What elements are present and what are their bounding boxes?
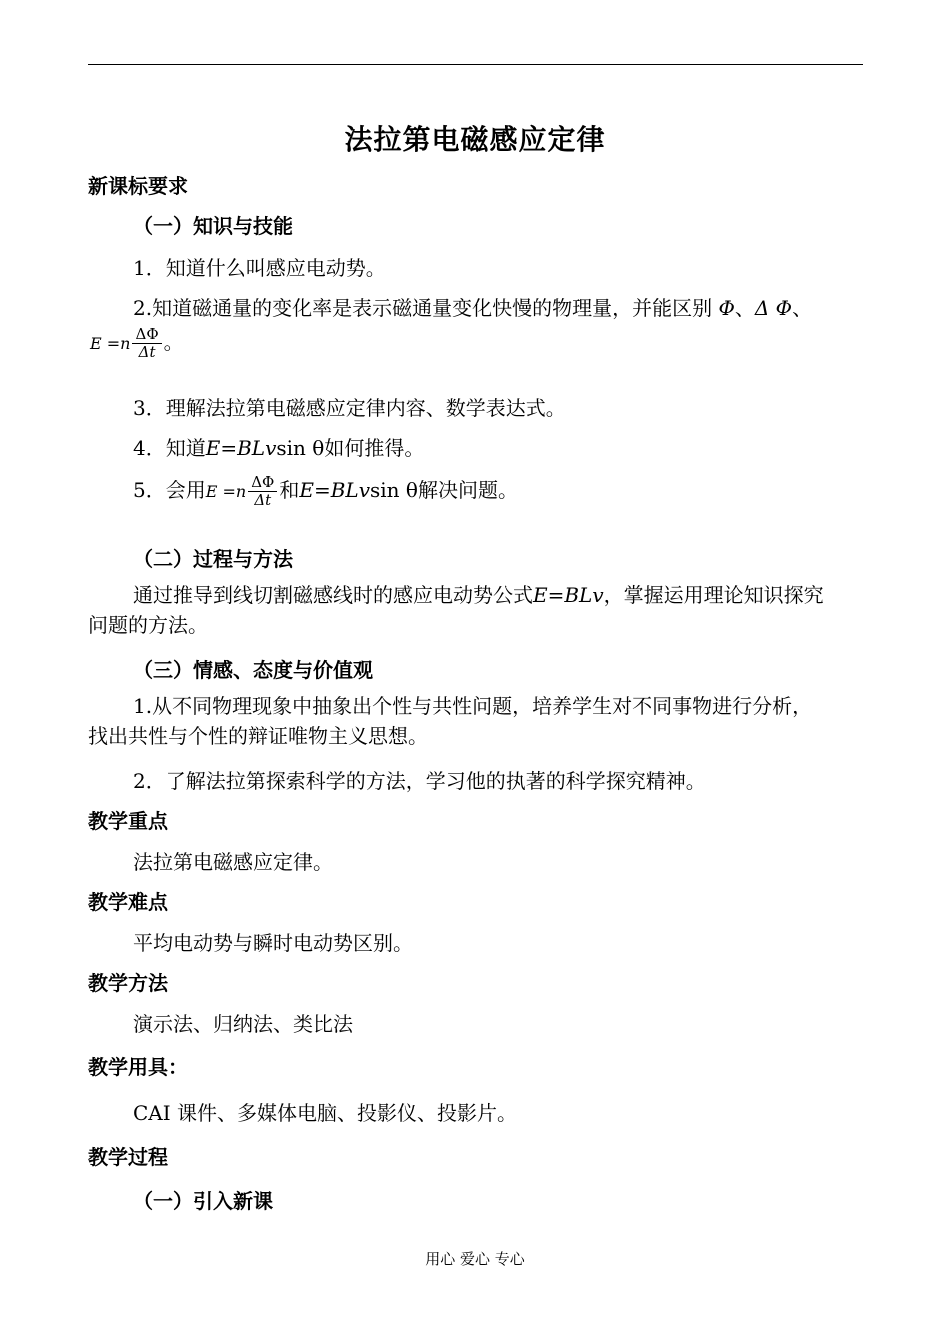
fraction [132,326,161,361]
header-rule [88,64,863,65]
knowledge-item-5-text: 5．会用 [133,478,206,502]
formula-lhs: E =n [90,334,131,353]
separator: 、 [734,296,755,320]
separator: 、 [792,296,813,320]
attitude-item-2: 2．了解法拉第探索科学的方法，学习他的执著的科学探究精神。 [133,769,706,793]
subheading-qinggan: （三）情感、态度与价值观 [133,658,373,682]
section-heading-kebiao: 新课标要求 [88,174,188,198]
fraction-denominator: Δt [138,343,156,361]
process-text-3: 问题的方法。 [88,613,208,637]
attitude-item-1-line1: 1.从不同物理现象中抽象出个性与共性问题，培养学生对不同事物进行分析， [133,694,813,718]
section-heading-fangfa: 教学方法 [88,971,168,995]
nandian-text: 平均电动势与瞬时电动势区别。 [133,931,413,955]
fraction-numerator: ΔΦ [248,474,277,492]
formula-lhs: E =n [205,482,247,501]
section-heading-nandian: 教学难点 [88,890,168,914]
knowledge-item-4 [133,432,424,461]
fangfa-text: 演示法、归纳法、类比法 [133,1012,353,1036]
fraction-denominator: Δt [254,491,272,509]
formula-eblv: E=BLv [533,583,604,607]
formula-sin: sin θ [370,478,418,502]
fraction [248,474,277,509]
knowledge-item-1: 1．知道什么叫感应电动势。 [133,256,386,280]
attitude-item-1-line2: 找出共性与个性的辩证唯物主义思想。 [88,724,428,748]
process-text: 通过推导到线切割磁感线时的感应电动势公式 [133,583,533,607]
formula-sin: sin θ [276,436,325,460]
page-footer: 用心 爱心 专心 [425,1250,525,1268]
knowledge-item-4-tail: 如何推得。 [324,436,425,460]
attitude-item-1 [88,691,868,751]
conjunction: 和 [279,478,300,502]
page-title: 法拉第电磁感应定律 [344,123,606,156]
symbol-delta-phi: Δ Φ [754,296,793,320]
knowledge-item-2-text: 2.知道磁通量的变化率是表示磁通量变化快慢的物理量，并能区别 [133,296,713,320]
formula-eblv: E=BLv [299,478,370,502]
subheading-guocheng: （二）过程与方法 [133,547,293,571]
subheading-zhishi: （一）知识与技能 [133,214,293,238]
section-heading-zhongdian: 教学重点 [88,809,168,833]
period: 。 [163,330,184,354]
zhongdian-text: 法拉第电磁感应定律。 [133,850,333,874]
subheading-yinru: （一）引入新课 [133,1189,273,1213]
yongju-text: CAI 课件、多媒体电脑、投影仪、投影片。 [133,1101,518,1125]
section-heading-guocheng: 教学过程 [88,1145,168,1169]
knowledge-item-4-text: 4．知道 [133,436,206,460]
process-paragraph [88,580,868,640]
symbol-phi: Φ [718,296,735,320]
knowledge-item-2 [133,292,812,321]
knowledge-item-5 [133,474,518,509]
fraction-numerator: ΔΦ [132,326,161,344]
knowledge-item-3: 3．理解法拉第电磁感应定律内容、数学表达式。 [133,396,566,420]
formula-eblv: E=BLv [205,436,277,460]
section-heading-yongju: 教学用具： [88,1055,188,1079]
process-text-2: ，掌握运用理论知识探究 [603,583,824,607]
knowledge-item-5-tail: 解决问题。 [417,478,518,502]
formula-faraday [90,326,184,361]
